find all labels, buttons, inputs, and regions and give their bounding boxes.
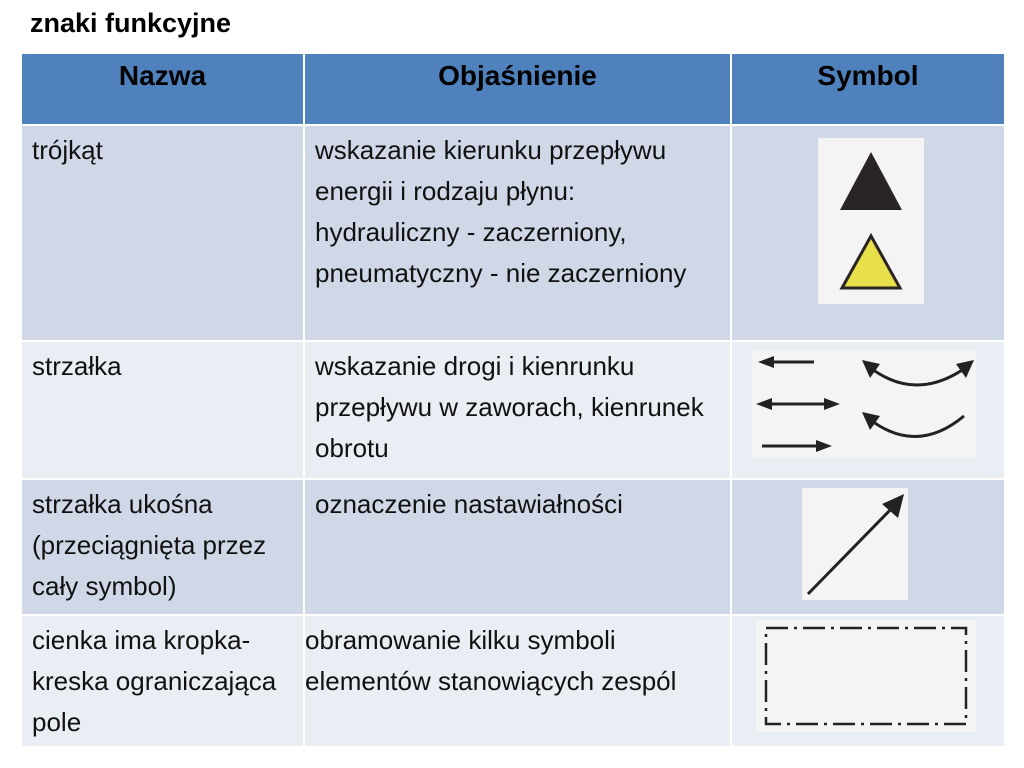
row-symbol	[731, 341, 1005, 479]
arrows-icon	[752, 350, 976, 458]
row-explanation: obramowanie kilku symboli elementów stanowiących zespól	[304, 615, 731, 747]
row-name: cienka ima kropka-kreska ograniczająca pole	[21, 615, 304, 747]
symbols-table	[20, 52, 1006, 748]
row-symbol	[731, 125, 1005, 341]
row-name: strzałka ukośna (przeciągnięta przez cały symbol)	[21, 479, 304, 615]
row-name: trójkąt	[21, 125, 304, 341]
header-symbol: Symbol	[731, 53, 1005, 125]
row-explanation: wskazanie drogi i kienrunku przepływu w zaworach, kienrunek obrotu	[304, 341, 731, 479]
row-name: strzałka	[21, 341, 304, 479]
row-explanation: wskazanie kierunku przepływu energii i rodzaju płynu: hydrauliczny - zaczerniony, pneumatyczny - nie zaczerniony	[304, 125, 731, 341]
dash-dot-frame-icon	[756, 620, 976, 732]
table-row	[21, 615, 1005, 747]
row-explanation: oznaczenie nastawiałności	[304, 479, 731, 615]
diagonal-arrow-icon	[802, 488, 908, 600]
page-title: znaki funkcyjne	[30, 8, 232, 38]
row-symbol	[731, 615, 1005, 747]
row-symbol	[731, 479, 1005, 615]
header-name: Nazwa	[21, 53, 304, 125]
header-explanation: Objaśnienie	[304, 53, 731, 125]
triangles-icon	[818, 138, 924, 304]
table-row	[21, 479, 1005, 615]
table-row	[21, 125, 1005, 341]
table-header-row	[21, 53, 1005, 125]
table-row	[21, 341, 1005, 479]
